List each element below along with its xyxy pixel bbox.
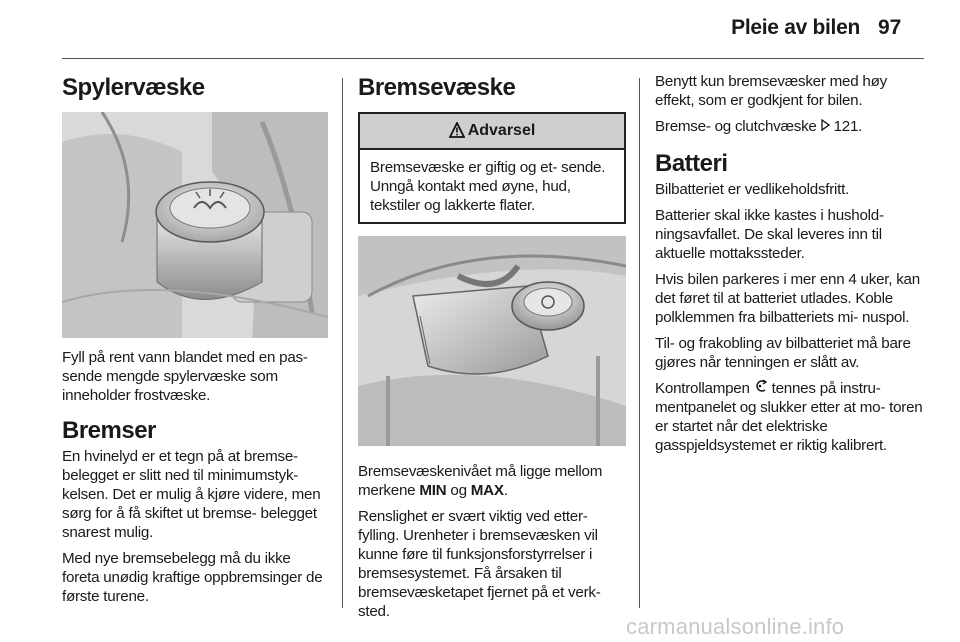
brake-fluid-reservoir-illustration — [358, 236, 626, 446]
cross-reference-paragraph — [655, 117, 925, 136]
brake-fluid-level-paragraph — [358, 462, 626, 500]
section-heading-brakes: Bremser — [62, 417, 156, 444]
reference-arrow-icon — [821, 119, 830, 131]
watermark: carmanualsonline.info — [626, 614, 845, 639]
ref-text-b: 121. — [829, 118, 863, 135]
column-divider-1 — [342, 78, 343, 608]
warning-header — [360, 114, 624, 150]
warning-box — [358, 112, 626, 224]
cleanliness-paragraph: Renslighet er svært viktig ved etter- fylling. Urenheter i bremsevæsken vil kunne føre til funksjonsforstyrrelser i bremsesystemet. Få årsaken til bremsevæsketapet fjernet på et verk- sted. — [358, 508, 601, 620]
battery-paragraph-3: Hvis bilen parkeres i mer enn 4 uker, kan det føret til at batteriet utlades. Koble polklemmen fra bilbatteriets mi- nuspol. — [655, 271, 920, 326]
header-divider — [62, 58, 924, 59]
column-1 — [62, 72, 328, 613]
brakes-paragraph-2: Med nye bremsebelegg må du ikke foreta unødig kraftige oppbremsinger de første turene. — [62, 550, 323, 605]
level-text-c: . — [503, 482, 508, 499]
min-label: MIN — [419, 482, 447, 499]
battery-paragraph-1: Bilbatteriet er vedlikeholdsfritt. — [655, 181, 850, 198]
section-heading-washer-fluid: Spylervæske — [62, 74, 205, 101]
level-text-b: og — [446, 482, 471, 499]
washer-reservoir-illustration — [62, 112, 328, 338]
washer-fluid-paragraph: Fyll på rent vann blandet med en pas- sende mengde spylervæske som inneholder frostvæske. — [62, 349, 308, 404]
warning-triangle-icon — [449, 122, 465, 138]
indicator-text-b: tennes på instru- mentpanelet og slukker etter at mo- toren er startet når det elektriske gasspjeldsystemet er riktig kalibrert. — [655, 380, 923, 454]
indicator-text-a: Kontrollampen — [655, 380, 754, 397]
battery-paragraph-4: Til- og frakobling av bilbatteriet må bare gjøres når tenningen er slått av. — [655, 335, 911, 371]
column-2 — [358, 72, 626, 628]
battery-paragraph-5 — [655, 379, 925, 455]
warning-text: Bremsevæske er giftig og et- sende. Unngå kontakt med øyne, hud, tekstiler og lakkerte flater. — [370, 159, 606, 214]
charge-indicator-icon — [754, 379, 768, 393]
battery-paragraph-2: Batterier skal ikke kastes i hushold- ningsavfallet. De skal leveres inn til aktuelle mottakssteder. — [655, 207, 884, 262]
level-text-a: Bremsevæskenivået må ligge mellom merkene — [358, 463, 603, 499]
page-header-title: Pleie av bilen — [731, 16, 860, 39]
column-3 — [655, 72, 925, 462]
max-label: MAX — [470, 482, 504, 499]
section-heading-brake-fluid: Bremsevæske — [358, 74, 516, 101]
ref-text-a: Bremse- og clutchvæske — [655, 118, 821, 135]
brake-fluid-spec-paragraph: Benytt kun bremsevæsker med høy effekt, som er godkjent for bilen. — [655, 73, 887, 109]
brakes-paragraph-1: En hvinelyd er et tegn på at bremse- belegget er slitt ned til minimumstyk- kelsen. Det er mulig å kjøre videre, men sørg for å få skiftet ut bremse- belegget snarest mulig. — [62, 448, 321, 541]
warning-title: Advarsel — [467, 122, 536, 139]
column-divider-2 — [639, 78, 640, 608]
page-number: 97 — [878, 16, 902, 39]
section-heading-battery: Batteri — [655, 150, 728, 177]
